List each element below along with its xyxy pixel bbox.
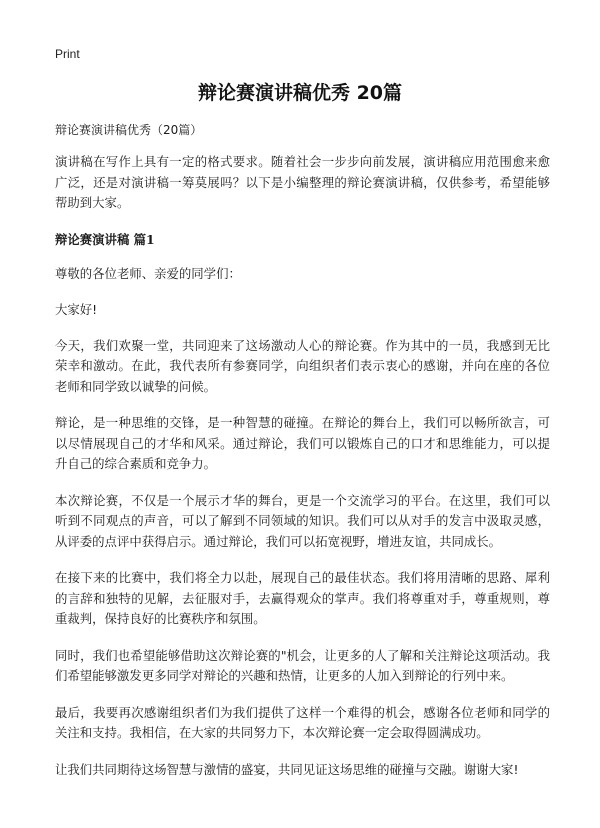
document-body bbox=[55, 120, 550, 796]
body-paragraph: 在接下来的比赛中，我们将全力以赴，展现自己的最佳状态。我们将用清晰的思路、犀利的言辞和独特的见解，去征服对手，去赢得观众的掌声。我们将尊重对手，尊重规则，尊重裁判，保持良好的比赛秩序和氛围。 bbox=[55, 570, 550, 626]
intro-paragraph: 演讲稿在写作上具有一定的格式要求。随着社会一步步向前发展，演讲稿应用范围愈来愈广泛，还是对演讲稿一筹莫展吗？以下是小编整理的辩论赛演讲稿，仅供参考，希望能够帮助到大家。 bbox=[55, 154, 550, 210]
page-title: 辩论赛演讲稿优秀 20篇 bbox=[197, 82, 403, 104]
body-paragraph: 同时，我们也希望能够借助这次辩论赛的"机会，让更多的人了解和关注辩论这项活动。我们希望能够激发更多同学对辩论的兴趣和热情，让更多的人加入到辩论的行列中来。 bbox=[55, 647, 550, 683]
body-paragraph: 今天，我们欢聚一堂，共同迎来了这场激动人心的辩论赛。作为其中的一员，我感到无比荣幸和激动。在此，我代表所有参赛同学，向组织者们表示衷心的感谢，并向在座的各位老师和同学致以诚挚的问候。 bbox=[55, 337, 550, 394]
closing-paragraph: 让我们共同期待这场智慧与激情的盛宴，共同见证这场思维的碰撞与交融。谢谢大家! bbox=[55, 761, 519, 777]
greeting-line: 尊敬的各位老师、亲爱的同学们： bbox=[55, 265, 241, 281]
section-heading: 辩论赛演讲稿 篇1 bbox=[55, 231, 155, 247]
body-paragraph: 本次辩论赛，不仅是一个展示才华的舞台，更是一个交流学习的平台。在这里，我们可以听到不同观点的声音，可以了解到不同领域的知识。我们可以从对手的发言中汲取灵感，从评委的点评中获得启示。通过辩论，我们可以拓宽视野，增进友谊，共同成长。 bbox=[55, 492, 550, 549]
body-paragraph: 辩论，是一种思维的交锋，是一种智慧的碰撞。在辩论的舞台上，我们可以畅所欲言，可以尽情展现自己的才华和风采。通过辩论，我们可以锻炼自己的口才和思维能力，可以提升自己的综合素质和竞争力。 bbox=[55, 415, 550, 471]
print-link[interactable]: Print bbox=[55, 47, 80, 61]
body-paragraph: 最后，我要再次感谢组织者们为我们提供了这样一个难得的机会，感谢各位老师和同学的关注和支持。我相信，在大家的共同努力下，本次辩论赛一定会取得圆满成功。 bbox=[55, 704, 550, 740]
document-subtitle: 辩论赛演讲稿优秀（20篇） bbox=[55, 123, 203, 137]
hello-line: 大家好! bbox=[55, 301, 98, 317]
